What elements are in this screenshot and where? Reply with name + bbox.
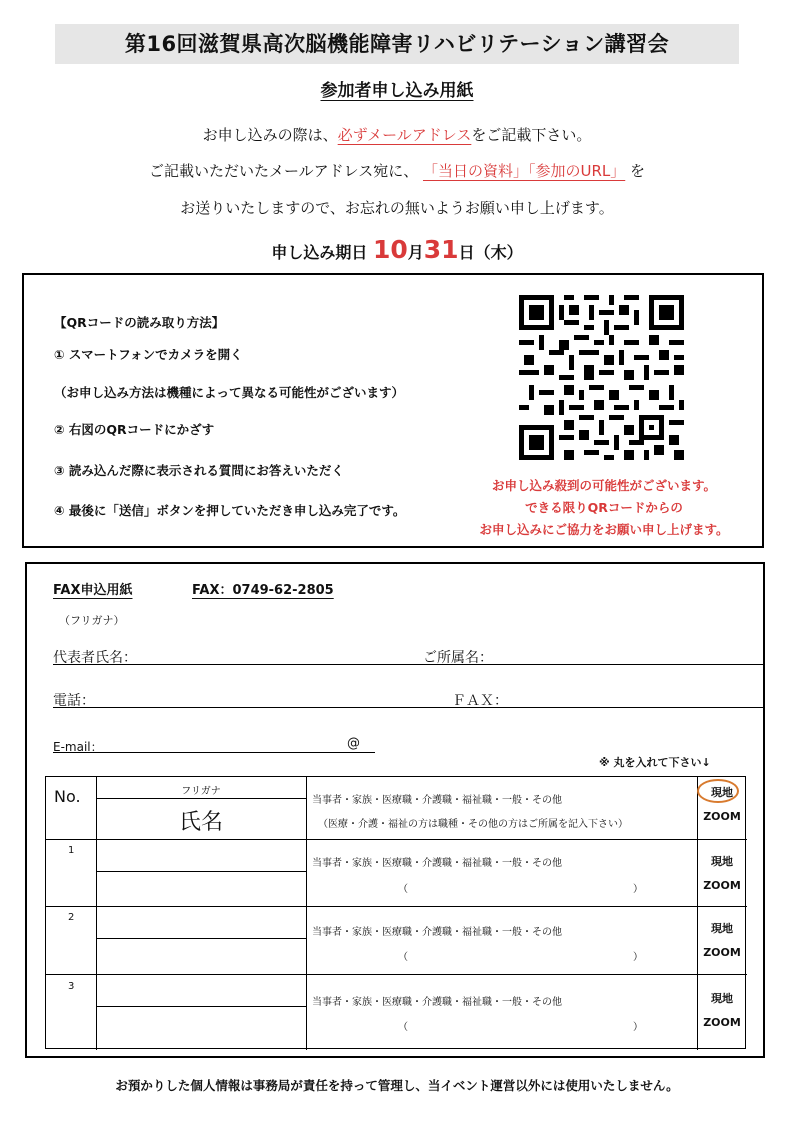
row-3-category[interactable]: 当事者・家族・医療職・介護職・福祉職・一般・その他	[312, 997, 562, 1008]
furigana-label: （フリガナ）	[59, 614, 125, 627]
row-2-name-field[interactable]	[98, 940, 304, 972]
phone-field[interactable]	[53, 707, 765, 708]
row-3-paren-open: （	[398, 1022, 408, 1033]
name-header: 氏名	[178, 810, 223, 835]
row-3-paren-close: ）	[633, 1022, 643, 1033]
row-1-paren-close: ）	[633, 884, 643, 895]
row-1-name-field[interactable]	[98, 873, 304, 903]
furigana-header: フリガナ	[181, 786, 221, 797]
circle-instruction: ※ 丸を入れて下さい↓	[599, 756, 711, 769]
row-1-paren-open: （	[398, 884, 408, 895]
qr-note-1: お申し込み殺到の可能性がございます。	[491, 478, 716, 493]
qr-note-3: お申し込みにご協力をお願い申し上げます。	[479, 522, 729, 537]
row-3-onsite-option[interactable]: 現地	[711, 992, 733, 1005]
row-2-category[interactable]: 当事者・家族・医療職・介護職・福祉職・一般・その他	[312, 927, 562, 938]
category-header: 当事者・家族・医療職・介護職・福祉職・一般・その他	[312, 795, 562, 806]
email-label: E-mail：	[53, 740, 103, 754]
row-1-no: 1	[68, 845, 75, 856]
qr-heading: 【QRコードの読み取り方法】	[54, 315, 225, 330]
row-3-no: 3	[68, 981, 75, 992]
at-sign: @	[347, 736, 360, 751]
qr-note-2: できる限りQRコードからの	[525, 500, 683, 515]
qr-step-3: ③ 読み込んだ際に表示される質問にお答えいただく	[54, 463, 344, 478]
title-banner	[55, 24, 739, 64]
row-3-zoom-option[interactable]: ZOOM	[703, 1016, 741, 1029]
row-3-furigana-field[interactable]	[98, 976, 304, 1004]
materials-url-note: 「当日の資料」「参加のURL」	[422, 162, 626, 180]
email-field[interactable]	[53, 752, 375, 753]
qr-code[interactable]	[519, 295, 684, 460]
fax-label: ＦＡＸ：	[452, 693, 508, 709]
row-1-category[interactable]: 当事者・家族・医療職・介護職・福祉職・一般・その他	[312, 858, 562, 869]
email-required-note: 必ずメールアドレス	[337, 126, 472, 144]
affiliation-label: ご所属名：	[423, 650, 493, 666]
qr-instructions-box	[22, 273, 764, 548]
row-1-furigana-field[interactable]	[98, 853, 304, 869]
row-2-paren-close: ）	[633, 952, 643, 963]
zoom-header: ZOOM	[703, 810, 741, 823]
row-2-onsite-option[interactable]: 現地	[711, 922, 733, 935]
onsite-header: 現地	[711, 786, 733, 799]
row-2-zoom-option[interactable]: ZOOM	[703, 946, 741, 959]
category-note: （医療・介護・福祉の方は職種・その他の方はご所属を記入下さい）	[318, 819, 628, 830]
qr-step-1: ① スマートフォンでカメラを開く	[54, 347, 243, 362]
privacy-footer: お預かりした個人情報は事務局が責任を持って管理し、当イベント運営以外には使用いたしません。	[115, 1078, 679, 1093]
qr-step-2: ② 右図のQRコードにかざす	[54, 422, 215, 437]
no-header: No.	[54, 787, 81, 806]
fax-number: FAX：0749-62-2805	[192, 583, 334, 598]
row-2-paren-open: （	[398, 952, 408, 963]
qr-step-4: ④ 最後に「送信」ボタンを押していただき申し込み完了です。	[54, 503, 406, 518]
row-3-name-field[interactable]	[98, 1008, 304, 1046]
representative-label: 代表者氏名：	[53, 650, 137, 666]
deadline: 申し込み期日 10月31日（木）	[271, 235, 523, 264]
intro-line-1: お申し込みの際は、必ずメールアドレスをご記載下さい。	[202, 126, 592, 144]
representative-name-field[interactable]	[53, 664, 765, 665]
page-title: 第16回滋賀県高次脳機能障害リハビリテーション講習会	[124, 32, 670, 56]
fax-form	[25, 562, 765, 1058]
row-2-no: 2	[68, 912, 75, 923]
intro-line-2: ご記載いただいたメールアドレス宛に、 「当日の資料」「参加のURL」 を	[148, 162, 646, 180]
row-2-furigana-field[interactable]	[98, 908, 304, 936]
phone-label: 電話：	[53, 693, 95, 709]
fax-form-title: FAX申込用紙	[53, 583, 133, 598]
intro-line-3: お送りいたしますので、お忘れの無いようお願い申し上げます。	[180, 199, 614, 217]
participants-table	[45, 776, 746, 1049]
qr-step-1-note: （お申し込み方法は機種によって異なる可能性がございます）	[54, 385, 405, 400]
row-1-zoom-option[interactable]: ZOOM	[703, 879, 741, 892]
row-1-onsite-option[interactable]: 現地	[711, 855, 733, 868]
form-subtitle: 参加者申し込み用紙	[320, 81, 474, 101]
